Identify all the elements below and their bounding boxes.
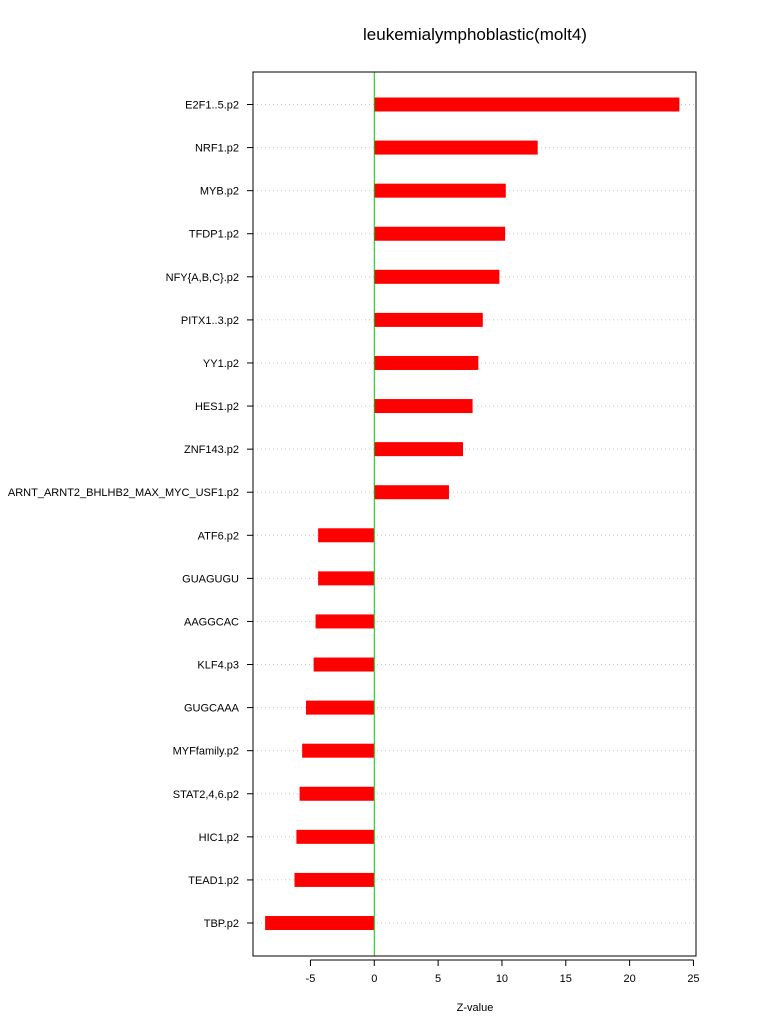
bar: [374, 399, 472, 413]
chart-title: leukemialymphoblastic(molt4): [363, 25, 587, 44]
x-tick-label: 10: [495, 973, 509, 985]
x-tick-label: 20: [623, 973, 636, 985]
bar: [306, 701, 374, 715]
x-tick-label: -5: [305, 973, 316, 985]
x-tick-label: 15: [559, 973, 572, 985]
bar: [296, 830, 374, 844]
category-label: PITX1..3.p2: [180, 314, 239, 327]
bar: [374, 442, 463, 456]
bar: [374, 270, 499, 284]
x-tick-label: 5: [435, 973, 442, 985]
bar: [314, 658, 375, 672]
category-label: ZNF143.p2: [183, 444, 239, 457]
category-label: MYFfamily.p2: [172, 745, 239, 758]
category-label: MYB.p2: [199, 185, 239, 198]
bar: [374, 313, 483, 327]
bar: [374, 227, 505, 241]
bars: [265, 98, 679, 931]
category-label: KLF4.p3: [197, 659, 239, 672]
x-axis-title: Z-value: [456, 1002, 494, 1014]
x-tick-label: 0: [371, 973, 378, 985]
bar: [374, 141, 537, 155]
bar: [300, 787, 375, 801]
bar: [265, 916, 374, 930]
x-axis: [306, 960, 700, 985]
category-label: NRF1.p2: [194, 142, 239, 155]
category-label: TEAD1.p2: [188, 874, 239, 887]
category-label: YY1.p2: [202, 357, 239, 370]
bar: [374, 485, 449, 499]
bar: [302, 744, 374, 758]
bar: [374, 184, 505, 198]
bar: [318, 571, 374, 585]
category-label: GUGCAAA: [183, 702, 239, 715]
bar: [374, 98, 679, 112]
category-label: TFDP1.p2: [188, 228, 239, 241]
bar: [316, 614, 375, 628]
category-labels: [8, 100, 253, 931]
bar: [374, 356, 478, 370]
category-label: ARNT_ARNT2_BHLHB2_MAX_MYC_USF1.p2: [7, 487, 239, 500]
x-tick-label: 25: [687, 973, 700, 985]
category-label: ATF6.p2: [197, 530, 239, 543]
category-label: TBP.p2: [203, 918, 239, 930]
category-label: GUAGUGU: [182, 573, 239, 586]
category-label: HES1.p2: [194, 401, 239, 414]
category-label: HIC1.p2: [198, 831, 239, 844]
bar: [294, 873, 374, 887]
category-label: AAGGCAC: [183, 616, 239, 629]
category-label: E2F1..5.p2: [185, 99, 239, 112]
bar: [318, 528, 374, 542]
category-label: NFY{A,B,C}.p2: [165, 271, 239, 284]
category-label: STAT2,4,6.p2: [172, 788, 239, 801]
plot-frame: [253, 72, 696, 956]
